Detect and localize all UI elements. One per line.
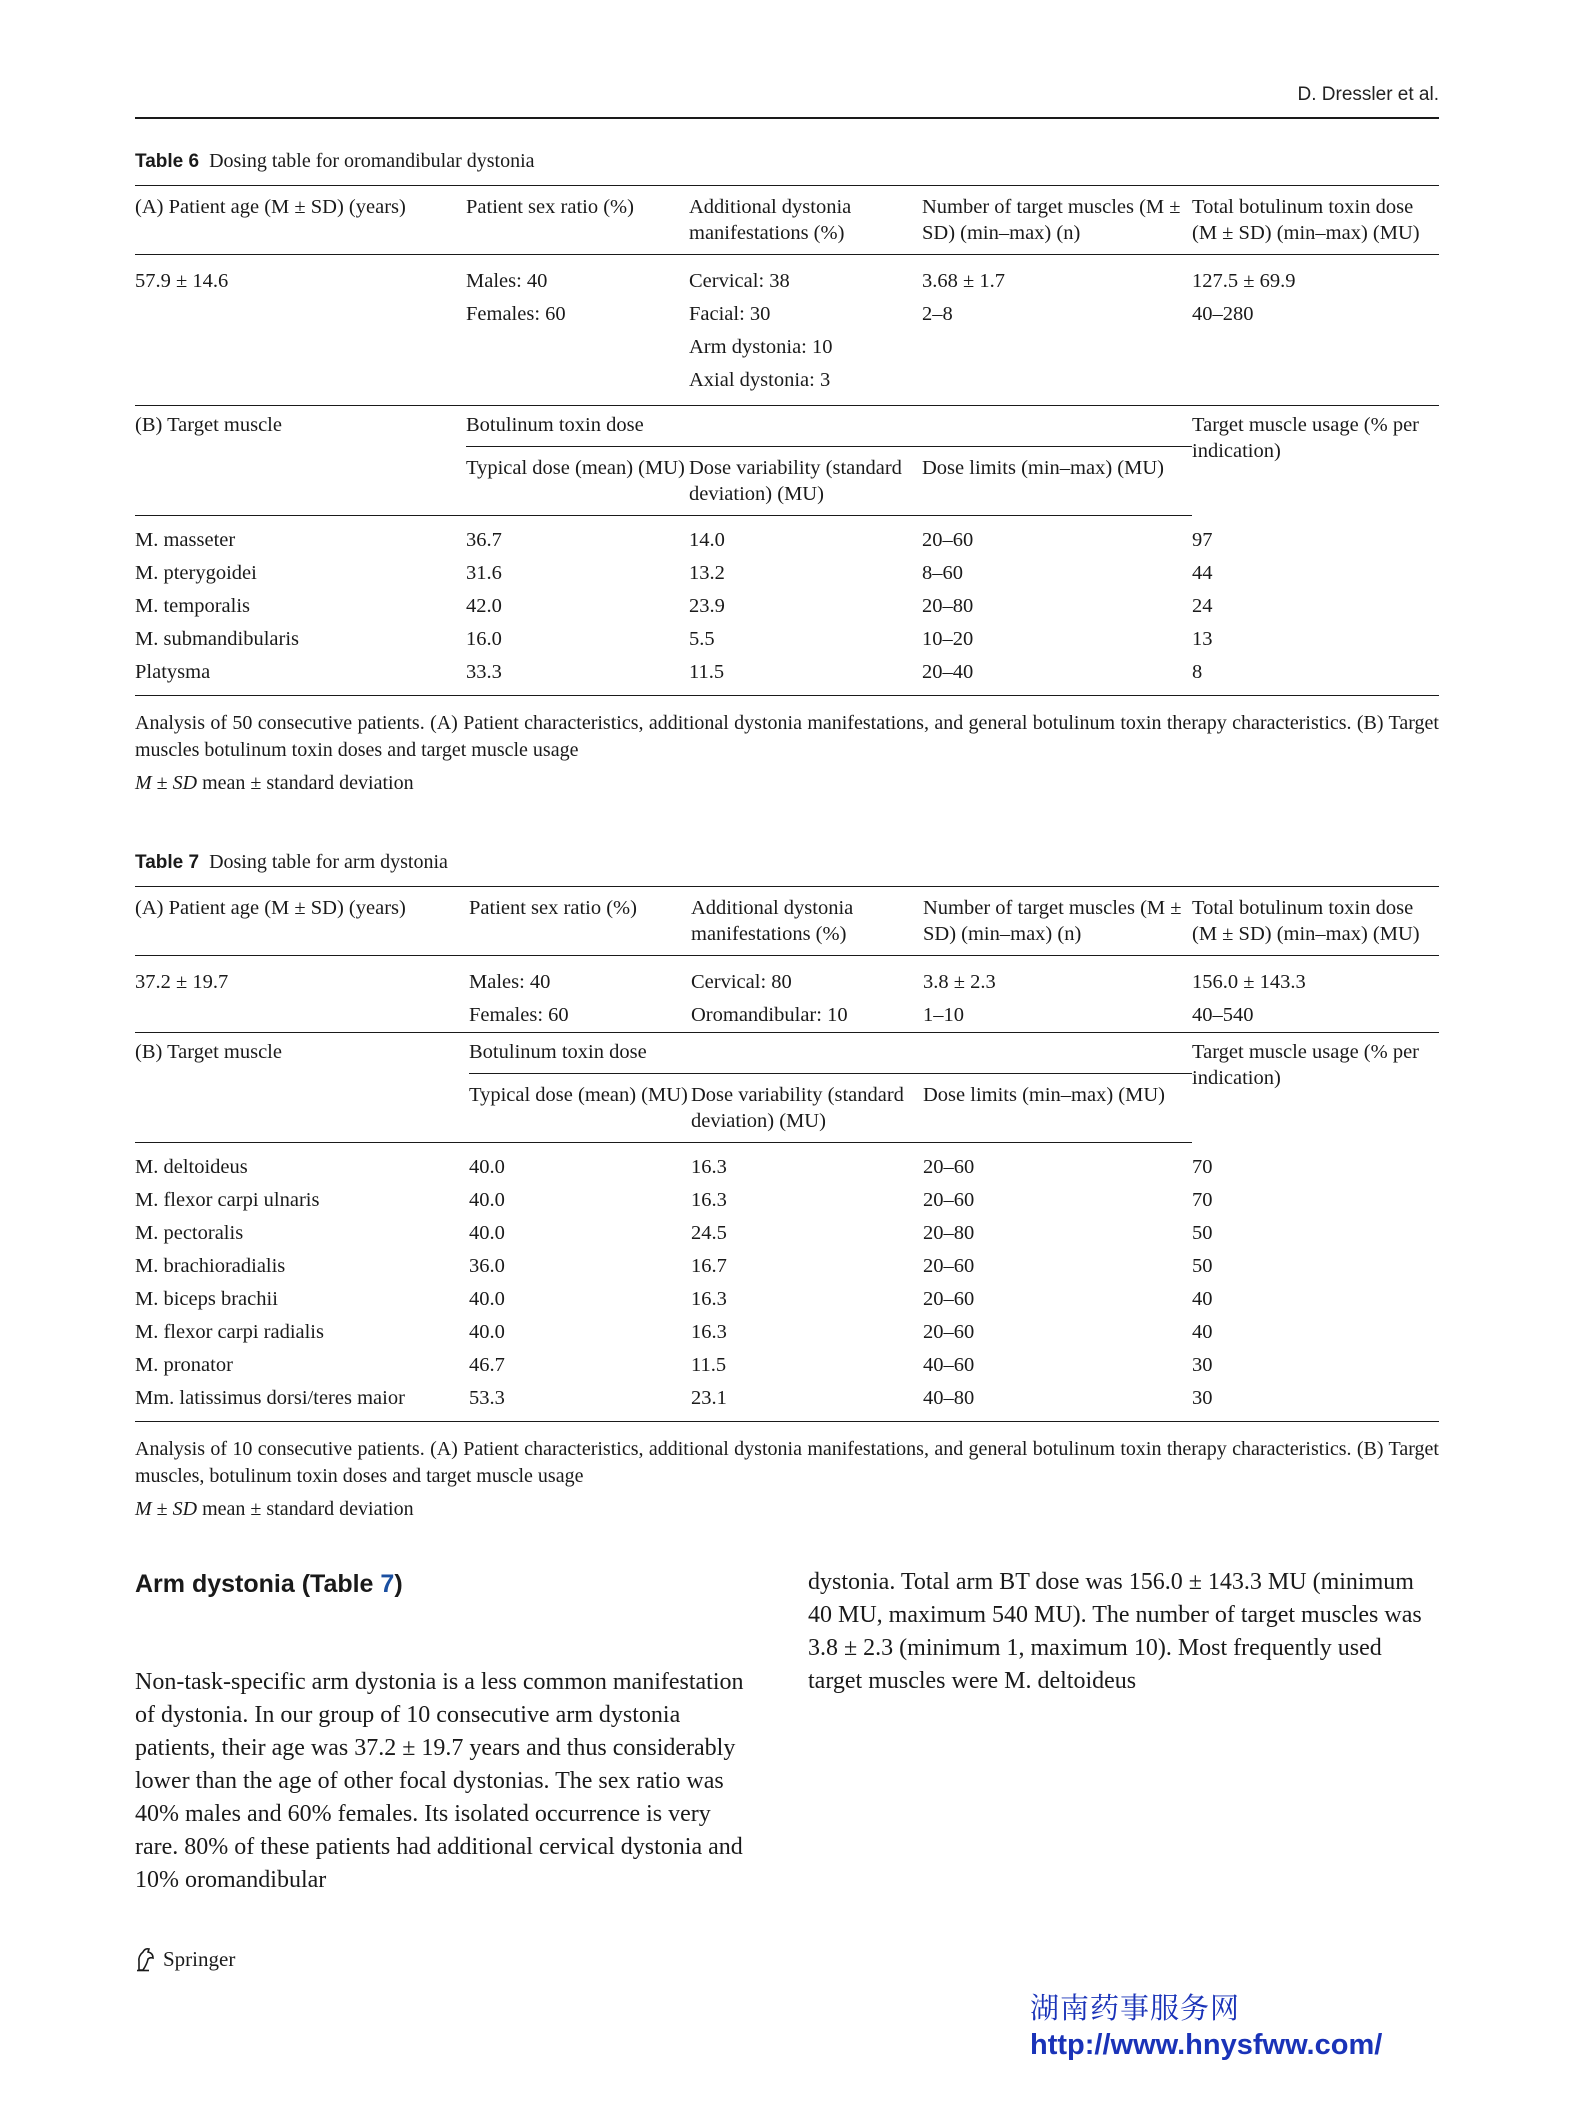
dose-variability: 16.7 — [691, 1255, 727, 1277]
th-limits: Dose limits (min–max) (MU) — [922, 447, 1192, 516]
table-7-title: Dosing table for arm dystonia — [209, 851, 448, 873]
watermark — [1030, 1986, 1382, 2062]
sex-males: Males: 40 — [469, 971, 551, 993]
th-total-dose: Total botulinum toxin dose (M ± SD) (min–max) (MU) — [1192, 186, 1439, 255]
muscle-usage: 30 — [1192, 1382, 1439, 1422]
sex-females: Females: 60 — [466, 303, 566, 325]
th-age: (A) Patient age (M ± SD) (years) — [135, 186, 466, 255]
muscle-usage: 70 — [1192, 1155, 1213, 1178]
springer-horse-icon — [135, 1946, 157, 1972]
sex-females: Females: 60 — [469, 1004, 569, 1026]
dose-limits: 20–60 — [923, 1255, 975, 1277]
muscle-usage: 8 — [1192, 656, 1439, 696]
muscle-usage: 50 — [1192, 1255, 1213, 1277]
table-7-label: Table 7 — [135, 852, 200, 873]
num-muscles-range: 1–10 — [923, 1004, 964, 1026]
th-limits: Dose limits (min–max) (MU) — [923, 1074, 1192, 1143]
num-muscles-range: 2–8 — [922, 303, 953, 325]
dose-limits: 20–60 — [922, 529, 974, 551]
table-row — [135, 557, 1439, 590]
running-head: D. Dressler et al. — [1297, 84, 1439, 105]
muscle-usage: 40 — [1192, 1288, 1213, 1310]
th-typical: Typical dose (mean) (MU) — [466, 447, 689, 516]
table-6-grid — [135, 185, 1439, 696]
total-dose-mean: 127.5 ± 69.9 — [1192, 270, 1296, 292]
typical-dose: 16.0 — [466, 628, 502, 650]
dose-variability: 5.5 — [689, 628, 715, 650]
th-bt-dose: Botulinum toxin dose — [469, 1039, 1192, 1074]
typical-dose: 53.3 — [469, 1382, 691, 1422]
dose-variability: 16.3 — [691, 1321, 727, 1343]
header-rule — [135, 117, 1439, 119]
dose-variability: 23.1 — [691, 1382, 923, 1422]
th-target-muscle: (B) Target muscle — [135, 406, 466, 448]
muscle-name: M. masseter — [135, 529, 236, 551]
muscle-name: Mm. latissimus dorsi/teres maior — [135, 1382, 469, 1422]
table-7-abbrev: M ± SD mean ± standard deviation — [135, 1498, 414, 1520]
th-usage: Target muscle usage (% per indication) — [1192, 406, 1439, 516]
table-row — [135, 1283, 1439, 1316]
publisher-name: Springer — [163, 1946, 236, 1971]
table-row — [135, 1382, 1439, 1422]
table-6-label: Table 6 — [135, 151, 200, 172]
table-row — [135, 623, 1439, 656]
table-6-head-b1 — [135, 406, 1439, 448]
dose-variability: 16.3 — [691, 1156, 727, 1178]
th-manifestations: Additional dystonia manifestations (%) — [689, 186, 922, 255]
muscle-name: M. biceps brachii — [135, 1288, 278, 1310]
dose-limits: 20–60 — [923, 1189, 975, 1211]
muscle-usage: 40 — [1192, 1321, 1213, 1343]
dose-limits: 20–60 — [923, 1288, 975, 1310]
muscle-name: M. temporalis — [135, 595, 251, 617]
total-dose-mean: 156.0 ± 143.3 — [1192, 971, 1306, 993]
th-manifestations: Additional dystonia manifestations (%) — [691, 887, 923, 956]
manifestation-item: Arm dystonia: 10 — [689, 336, 833, 358]
table-row — [135, 1316, 1439, 1349]
muscle-usage: 97 — [1192, 528, 1213, 551]
watermark-url[interactable]: http://www.hnysfww.com/ — [1030, 2029, 1383, 2061]
dose-limits: 20–40 — [922, 656, 1192, 696]
muscle-usage: 44 — [1192, 562, 1213, 584]
muscle-name: M. pectoralis — [135, 1222, 244, 1244]
muscle-usage: 50 — [1192, 1222, 1213, 1244]
table-6-title: Dosing table for oromandibular dystonia — [209, 150, 535, 172]
dose-limits: 8–60 — [922, 562, 963, 584]
typical-dose: 40.0 — [469, 1321, 505, 1343]
dose-variability: 23.9 — [689, 595, 725, 617]
muscle-usage: 70 — [1192, 1189, 1213, 1211]
sex-males: Males: 40 — [466, 270, 548, 292]
dose-limits: 20–60 — [923, 1156, 975, 1178]
manifestation-item: Oromandibular: 10 — [691, 1004, 848, 1026]
th-total-dose: Total botulinum toxin dose (M ± SD) (min–max) (MU) — [1192, 887, 1439, 956]
table-7-head-b1 — [135, 1033, 1439, 1075]
dose-limits: 20–60 — [923, 1321, 975, 1343]
table-7-caption — [135, 851, 1439, 874]
th-variability: Dose variability (standard deviation) (MU) — [689, 447, 922, 516]
th-typical: Typical dose (mean) (MU) — [469, 1074, 691, 1143]
table-6 — [135, 150, 1439, 797]
th-num-muscles: Number of target muscles (M ± SD) (min–max) (n) — [923, 887, 1192, 956]
muscle-usage: 24 — [1192, 595, 1213, 617]
manifestation-item: Axial dystonia: 3 — [689, 369, 831, 391]
muscle-name: Platysma — [135, 656, 466, 696]
typical-dose: 40.0 — [469, 1222, 505, 1244]
muscle-usage: 13 — [1192, 628, 1213, 650]
th-target-muscle: (B) Target muscle — [135, 1033, 469, 1075]
typical-dose: 46.7 — [469, 1354, 505, 1376]
age-value: 37.2 ± 19.7 — [135, 971, 229, 993]
table-7-grid — [135, 886, 1439, 1422]
body-paragraph-right: dystonia. Total arm BT dose was 156.0 ± 143.3 MU (minimum 40 MU, maximum 540 MU). The number of target muscles was 3.8 ± 2.3 (minimum 1, maximum 10). Most frequently used target muscles were M. deltoideus — [808, 1569, 1422, 1694]
table-row — [135, 656, 1439, 696]
muscle-name: M. pronator — [135, 1354, 233, 1376]
dose-limits: 20–80 — [923, 1222, 975, 1244]
muscle-usage: 30 — [1192, 1354, 1213, 1376]
table-6-note: Analysis of 50 consecutive patients. (A) Patient characteristics, additional dystonia manifestations, and general botulinum toxin therapy characteristics. (B) Target muscles botulinum toxin doses and target muscle usage — [135, 712, 1439, 761]
dose-variability: 11.5 — [691, 1354, 727, 1376]
table-row — [135, 1143, 1439, 1185]
typical-dose: 40.0 — [469, 1156, 505, 1178]
th-sex: Patient sex ratio (%) — [469, 887, 691, 956]
th-sex: Patient sex ratio (%) — [466, 186, 689, 255]
total-dose-range: 40–540 — [1192, 1004, 1254, 1026]
muscle-name: M. flexor carpi ulnaris — [135, 1189, 320, 1211]
dose-variability: 24.5 — [691, 1222, 727, 1244]
table-7-note: Analysis of 10 consecutive patients. (A) Patient characteristics, additional dystonia manifestations, and general botulinum toxin therapy characteristics. (B) Target muscles, botulinum toxin doses and target muscle usage — [135, 1438, 1439, 1487]
typical-dose: 36.7 — [466, 529, 502, 551]
total-dose-range: 40–280 — [1192, 303, 1254, 325]
th-variability: Dose variability (standard deviation) (MU) — [691, 1074, 923, 1143]
dose-variability: 13.2 — [689, 562, 725, 584]
table-6-body — [135, 516, 1439, 696]
manifestation-item: Cervical: 38 — [689, 270, 790, 292]
table-row — [135, 1217, 1439, 1250]
table-6-row-a — [135, 255, 1439, 406]
dose-variability: 16.3 — [691, 1189, 727, 1211]
watermark-cn: 湖南药事服务网 — [1030, 1991, 1241, 2025]
table-row — [135, 1250, 1439, 1283]
dose-limits: 10–20 — [922, 628, 974, 650]
th-usage: Target muscle usage (% per indication) — [1192, 1033, 1439, 1143]
typical-dose: 42.0 — [466, 595, 502, 617]
dose-variability: 16.3 — [691, 1288, 727, 1310]
table-6-caption — [135, 150, 1439, 173]
th-bt-dose: Botulinum toxin dose — [466, 412, 1192, 447]
section-title-suffix: ) — [394, 1570, 403, 1598]
table-7-body — [135, 1143, 1439, 1422]
table-ref-link[interactable]: 7 — [380, 1570, 395, 1598]
muscle-name: M. submandibularis — [135, 628, 299, 650]
dose-limits: 20–80 — [922, 595, 974, 617]
muscle-name: M. flexor carpi radialis — [135, 1321, 324, 1343]
table-7-head-a — [135, 887, 1439, 956]
body-paragraph-left: Non-task-specific arm dystonia is a less common manifestation of dystonia. In our group of 10 consecutive arm dystonia patients, their age was 37.2 ± 19.7 years and thus considerably lower than the age of other focal dystonias. The sex ratio was 40% males and 60% females. Its isolated occurrence is very rare. 80% of these patients had additional cervical dystonia and 10% oromandibular — [135, 1669, 744, 1893]
section-title-text: Arm dystonia (Table — [135, 1570, 381, 1598]
typical-dose: 33.3 — [466, 656, 689, 696]
table-6-abbrev: M ± SD mean ± standard deviation — [135, 772, 414, 794]
muscle-name: M. brachioradialis — [135, 1255, 286, 1277]
dose-limits: 40–80 — [923, 1382, 1192, 1422]
table-row — [135, 1349, 1439, 1382]
typical-dose: 31.6 — [466, 562, 502, 584]
th-num-muscles: Number of target muscles (M ± SD) (min–max) (n) — [922, 186, 1192, 255]
muscle-name: M. pterygoidei — [135, 562, 257, 584]
manifestation-item: Cervical: 80 — [691, 971, 792, 993]
dose-variability: 14.0 — [689, 529, 725, 551]
section-title — [135, 1570, 403, 1599]
dose-variability: 11.5 — [689, 656, 922, 696]
table-row — [135, 1184, 1439, 1217]
table-row — [135, 590, 1439, 623]
age-value: 57.9 ± 14.6 — [135, 270, 229, 292]
typical-dose: 40.0 — [469, 1288, 505, 1310]
table-7-row-a — [135, 956, 1439, 1033]
muscle-name: M. deltoideus — [135, 1156, 248, 1178]
num-muscles-mean: 3.8 ± 2.3 — [923, 971, 996, 993]
num-muscles-mean: 3.68 ± 1.7 — [922, 270, 1006, 292]
th-age: (A) Patient age (M ± SD) (years) — [135, 887, 469, 956]
typical-dose: 40.0 — [469, 1189, 505, 1211]
typical-dose: 36.0 — [469, 1255, 505, 1277]
table-6-head-a — [135, 186, 1439, 255]
table-7 — [135, 851, 1439, 1523]
manifestation-item: Facial: 30 — [689, 303, 771, 325]
table-row — [135, 516, 1439, 558]
publisher-logo — [135, 1946, 235, 1972]
dose-limits: 40–60 — [923, 1354, 975, 1376]
